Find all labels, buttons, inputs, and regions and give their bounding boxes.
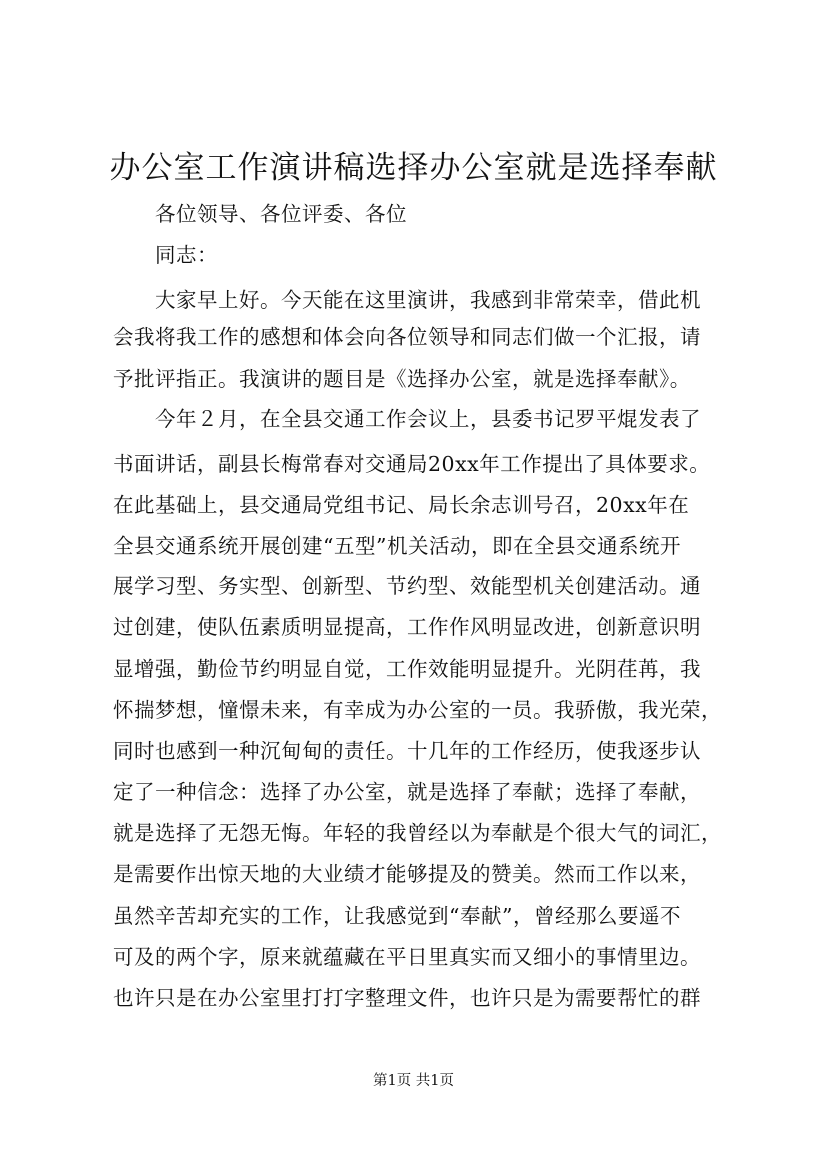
body-line: 会我将我工作的感想和体会向各位领导和同志们做一个汇报，请	[113, 325, 701, 349]
body-line: 可及的两个字，原来就蕴藏在平日里真实而又细小的事情里边。	[113, 945, 701, 969]
body-line: 书面讲话，副县长梅常春对交通局20xx年工作提出了具体要求。	[113, 452, 711, 476]
body-line: 是需要作出惊天地的大业绩才能够提及的赞美。然而工作以来，	[113, 862, 701, 886]
body-line: 今年２月，在全县交通工作会议上，县委书记罗平焜发表了	[155, 407, 701, 431]
body-line: 过创建，使队伍素质明显提高，工作作风明显改进，创新意识明	[113, 615, 701, 639]
page-footer: 第1页 共1页	[372, 1073, 455, 1089]
body-line: 显增强，勤俭节约明显自觉，工作效能明显提升。光阴荏苒，我	[113, 657, 701, 681]
document-title: 办公室工作演讲稿选择办公室就是选择奉献	[109, 150, 718, 186]
body-line: 展学习型、务实型、创新型、节约型、效能型机关创建活动。通	[113, 574, 701, 598]
salutation-line: 各位领导、各位评委、各位	[155, 202, 407, 226]
body-line: 全县交通系统开展创建“五型”机关活动，即在全县交通系统开	[113, 534, 681, 558]
salutation-line: 同志：	[155, 243, 218, 267]
body-line: 怀揣梦想，憧憬未来，有幸成为办公室的一员。我骄傲，我光荣，	[113, 698, 722, 722]
body-line: 在此基础上，县交通局党组书记、局长余志训号召，20xx年在	[113, 493, 690, 517]
body-line: 大家早上好。今天能在这里演讲，我感到非常荣幸，借此机	[155, 288, 701, 312]
body-line: 虽然辛苦却充实的工作，让我感觉到“奉献”，曾经那么要遥不	[113, 904, 681, 928]
body-line: 定了一种信念：选择了办公室，就是选择了奉献；选择了奉献，	[113, 780, 701, 804]
body-line: 也许只是在办公室里打打字整理文件，也许只是为需要帮忙的群	[113, 986, 701, 1010]
body-line: 就是选择了无怨无悔。年轻的我曾经以为奉献是个很大气的词汇，	[113, 821, 722, 845]
body-line: 予批评指正。我演讲的题目是《选择办公室，就是选择奉献》。	[113, 367, 691, 391]
body-line: 同时也感到一种沉甸甸的责任。十几年的工作经历，使我逐步认	[113, 739, 701, 763]
